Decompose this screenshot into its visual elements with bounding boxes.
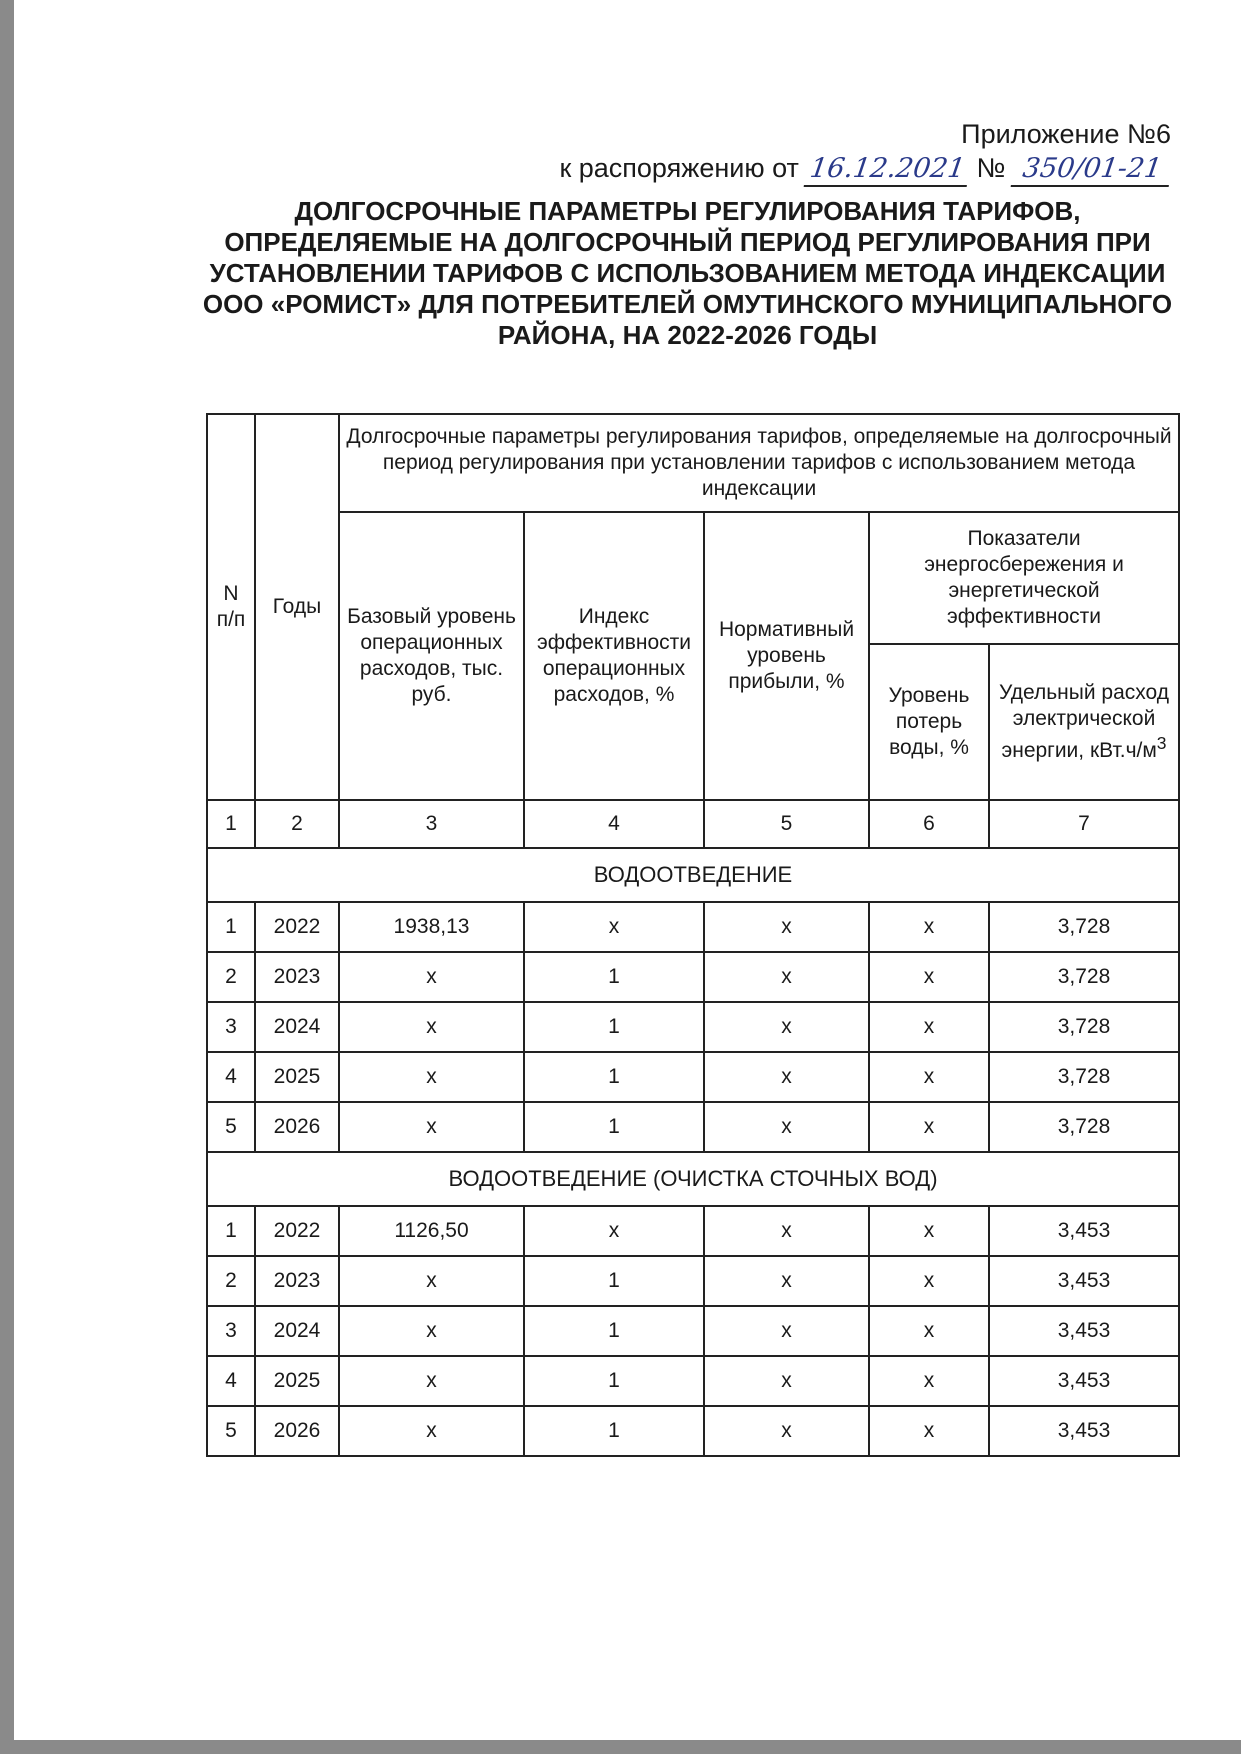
table-cell: 1 [524, 1256, 704, 1306]
table-cell: х [339, 1356, 524, 1406]
order-prefix: к распоряжению от [559, 153, 799, 184]
table-cell: 3,453 [989, 1306, 1179, 1356]
order-date-handwritten: 16.12.2021 [804, 153, 971, 187]
header-efficiency-index: Индекс эффективности операционных расходов, % [524, 512, 704, 800]
table-cell: х [704, 1002, 869, 1052]
table-cell: 2024 [255, 1002, 339, 1052]
header-energy-group: Показатели энергосбережения и энергетической эффективности [869, 512, 1179, 644]
table-cell: 1 [524, 1306, 704, 1356]
document-title: ДОЛГОСРОЧНЫЕ ПАРАМЕТРЫ РЕГУЛИРОВАНИЯ ТАРИФОВ, ОПРЕДЕЛЯЕМЫЕ НА ДОЛГОСРОЧНЫЙ ПЕРИОД РЕГУЛИРОВАНИЯ ПРИ УСТАНОВЛЕНИИ ТАРИФОВ С ИСПОЛЬЗОВАНИЕМ МЕТОДА ИНДЕКСАЦИИ ООО «РОМИСТ» ДЛЯ ПОТРЕБИТЕЛЕЙ ОМУТИНСКОГО МУНИЦИПАЛЬНОГО РАЙОНА, НА 2022-2026 ГОДЫ [202, 196, 1173, 350]
table-cell: х [339, 952, 524, 1002]
column-number: 7 [989, 800, 1179, 848]
table-cell: х [339, 1406, 524, 1456]
order-reference [559, 152, 1171, 187]
table-cell: 1938,13 [339, 902, 524, 952]
column-number: 2 [255, 800, 339, 848]
table-cell: 2023 [255, 952, 339, 1002]
table-cell: х [524, 902, 704, 952]
order-number-handwritten: 350/01-21 [1011, 153, 1174, 187]
table-cell: х [704, 952, 869, 1002]
section-title: ВОДООТВЕДЕНИЕ (ОЧИСТКА СТОЧНЫХ ВОД) [207, 1152, 1179, 1206]
table-cell: 2026 [255, 1102, 339, 1152]
header-num: N п/п [207, 414, 255, 800]
column-number: 1 [207, 800, 255, 848]
column-number: 3 [339, 800, 524, 848]
table-cell: 2 [207, 952, 255, 1002]
table-cell: 2025 [255, 1052, 339, 1102]
table-cell: 5 [207, 1102, 255, 1152]
column-number: 6 [869, 800, 989, 848]
table-cell: 2022 [255, 902, 339, 952]
table-cell: 1 [524, 1406, 704, 1456]
table-cell: х [869, 1406, 989, 1456]
section-row [207, 1152, 1179, 1206]
table-row [207, 1306, 1179, 1356]
table-cell: 3 [207, 1306, 255, 1356]
table-cell: х [869, 1052, 989, 1102]
table-cell: х [704, 1406, 869, 1456]
table-cell: 2023 [255, 1256, 339, 1306]
table-cell: х [869, 1002, 989, 1052]
table-row [207, 1002, 1179, 1052]
column-number: 5 [704, 800, 869, 848]
table-row [207, 952, 1179, 1002]
header-profit-level: Нормативный уровень прибыли, % [704, 512, 869, 800]
table-cell: 2026 [255, 1406, 339, 1456]
table-cell: х [704, 1206, 869, 1256]
section-title: ВОДООТВЕДЕНИЕ [207, 848, 1179, 902]
table-cell: х [524, 1206, 704, 1256]
table-cell: 3,728 [989, 952, 1179, 1002]
appendix-header [559, 118, 1171, 188]
table-cell: 3,453 [989, 1406, 1179, 1456]
table-cell: 2 [207, 1256, 255, 1306]
column-numbers-row [207, 800, 1179, 848]
table-cell: 3,453 [989, 1356, 1179, 1406]
header-specific-sup: 3 [1156, 732, 1167, 753]
table-cell: 2024 [255, 1306, 339, 1356]
table-cell: 2025 [255, 1356, 339, 1406]
table-cell: 1 [207, 902, 255, 952]
table-row [207, 1102, 1179, 1152]
table-cell: 3,728 [989, 1052, 1179, 1102]
table-cell: 3,728 [989, 902, 1179, 952]
table-cell: х [869, 1256, 989, 1306]
table-cell: 3,728 [989, 1102, 1179, 1152]
table-cell: х [339, 1052, 524, 1102]
table-row [207, 902, 1179, 952]
header-base-opex: Базовый уровень операционных расходов, тыс. руб. [339, 512, 524, 800]
number-sign: № [976, 153, 1006, 184]
table-cell: х [869, 1356, 989, 1406]
table-cell: 1 [524, 1102, 704, 1152]
table-cell: х [869, 952, 989, 1002]
table-row [207, 1256, 1179, 1306]
table-row [207, 1356, 1179, 1406]
table-cell: 3,453 [989, 1206, 1179, 1256]
header-water-losses: Уровень потерь воды, % [869, 644, 989, 800]
table-cell: х [704, 1052, 869, 1102]
table-cell: 4 [207, 1356, 255, 1406]
table-cell: х [869, 1306, 989, 1356]
table-cell: 3,453 [989, 1256, 1179, 1306]
table-cell: х [704, 1102, 869, 1152]
table-cell: 1 [524, 1052, 704, 1102]
table-row [207, 1052, 1179, 1102]
table-cell: 5 [207, 1406, 255, 1456]
table-cell: 2022 [255, 1206, 339, 1256]
table-cell: 1 [524, 1002, 704, 1052]
table-cell: х [869, 1102, 989, 1152]
header-specific-text: Удельный расход электрической энергии, кВт.ч/м [999, 681, 1170, 762]
header-specific-consumption [989, 644, 1179, 800]
table-cell: х [869, 1206, 989, 1256]
parameters-table [206, 413, 1180, 1457]
table-cell: 1 [207, 1206, 255, 1256]
table-cell: 1126,50 [339, 1206, 524, 1256]
column-number: 4 [524, 800, 704, 848]
table-cell: х [704, 1256, 869, 1306]
table-row [207, 1206, 1179, 1256]
table-cell: 3 [207, 1002, 255, 1052]
table-row [207, 1406, 1179, 1456]
document-page [14, 0, 1241, 1740]
table-cell: х [339, 1306, 524, 1356]
header-years: Годы [255, 414, 339, 800]
table-cell: 3,728 [989, 1002, 1179, 1052]
header-group: Долгосрочные параметры регулирования тарифов, определяемые на долгосрочный период регулирования при установлении тарифов с использованием метода индексации [339, 414, 1179, 512]
table-cell: х [339, 1256, 524, 1306]
table-cell: 1 [524, 1356, 704, 1406]
appendix-label: Приложение №6 [961, 119, 1171, 149]
table-cell: х [339, 1102, 524, 1152]
table-cell: х [704, 1356, 869, 1406]
section-row [207, 848, 1179, 902]
table-cell: х [704, 902, 869, 952]
table-cell: 1 [524, 952, 704, 1002]
table-cell: 4 [207, 1052, 255, 1102]
table-cell: х [339, 1002, 524, 1052]
table-cell: х [869, 902, 989, 952]
table-cell: х [704, 1306, 869, 1356]
